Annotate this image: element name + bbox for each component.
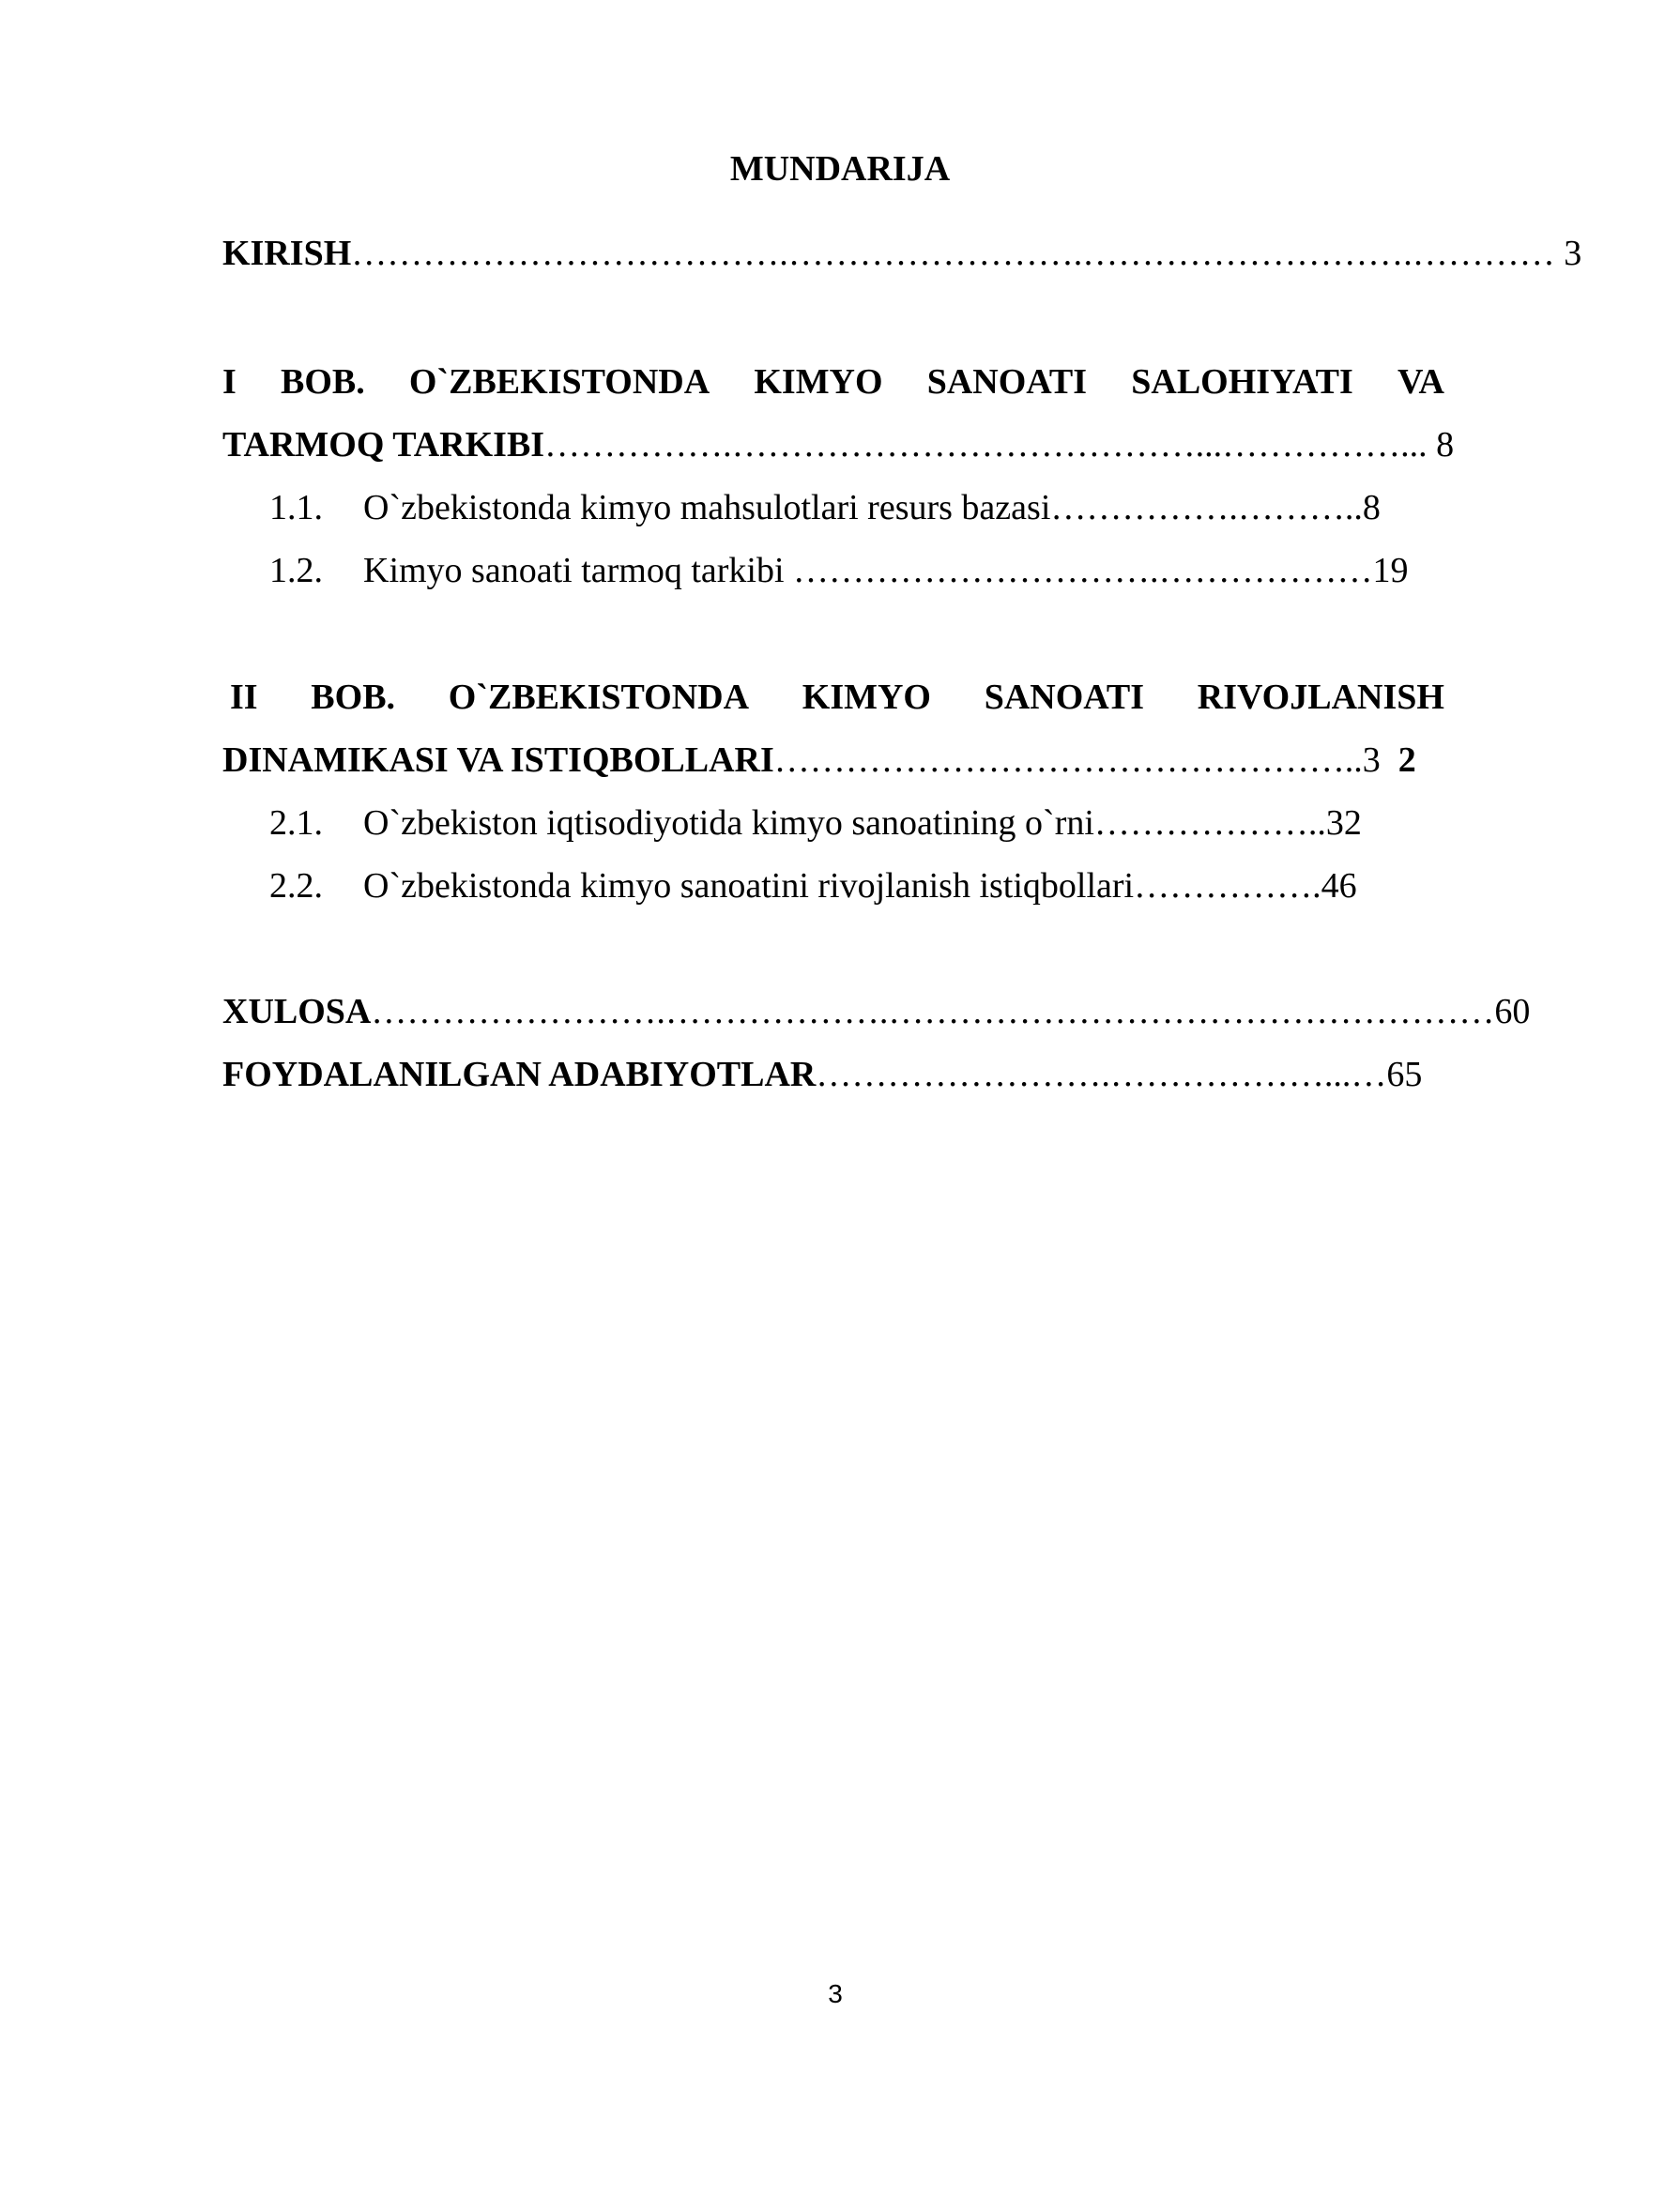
section-title: O`zbekistonda kimyo sanoatini rivojlanish istiqbollari	[363, 866, 1135, 906]
section-number: 2.1.	[269, 803, 323, 843]
footer-page-number: 3	[828, 1979, 843, 2008]
dot-leader: …………….………..	[1050, 488, 1363, 527]
toc-page-number: 3	[1362, 740, 1381, 780]
dot-leader: ……………………………….…………………….……………………….…………	[351, 234, 1565, 273]
toc-section-2-1[interactable]	[269, 800, 1362, 846]
heading-word: BOB.	[280, 362, 365, 402]
heading-word: VA	[1397, 362, 1444, 402]
toc-page-number: 8	[1362, 488, 1381, 527]
toc-page-number: 32	[1325, 803, 1362, 843]
toc-section-1-1[interactable]	[269, 484, 1381, 531]
section-title: O`zbekiston iqtisodiyotida kimyo sanoatining o`rni	[363, 803, 1094, 843]
toc-page-number-suffix: 2	[1397, 740, 1416, 780]
toc-page-number: 46	[1321, 866, 1357, 906]
toc-page-number: 60	[1494, 992, 1531, 1031]
dot-leader: …………………….……………….……………………………………………	[371, 992, 1495, 1031]
heading-word: RIVOJLANISH	[1197, 678, 1444, 717]
heading-word: SALOHIYATI	[1131, 362, 1353, 402]
section-number: 2.2.	[269, 866, 323, 906]
dot-leader: ………………..	[1093, 803, 1326, 843]
dot-leader: ………………………….………………	[793, 551, 1373, 590]
toc-entry-label: FOYDALANILGAN ADABIYOTLAR	[222, 1055, 817, 1094]
section-title: Kimyo sanoati tarmoq tarkibi	[363, 551, 794, 590]
toc-page-number: 19	[1372, 551, 1409, 590]
toc-entry-label: DINAMIKASI VA ISTIQBOLLARI	[222, 740, 774, 780]
dot-leader: …………………….………………...…	[816, 1055, 1387, 1094]
heading-word: SANOATI	[984, 678, 1145, 717]
toc-chapter-2-heading-continued[interactable]	[222, 737, 1416, 784]
heading-word: SANOATI	[926, 362, 1088, 402]
toc-entry-label: TARMOQ TARKIBI	[222, 425, 545, 465]
toc-page-number: 8	[1436, 425, 1455, 465]
dot-leader: …………….	[1134, 866, 1321, 906]
section-number: 1.2.	[269, 551, 323, 590]
dot-leader: …………….…………………………………...……………...	[544, 425, 1437, 465]
toc-entry-adabiyotlar[interactable]	[222, 1051, 1422, 1098]
heading-word: II	[230, 678, 258, 717]
section-title: O`zbekistonda kimyo mahsulotlari resurs bazasi	[363, 488, 1051, 527]
toc-chapter-2-heading[interactable]	[230, 674, 1444, 721]
toc-entry-label: XULOSA	[222, 992, 372, 1031]
toc-page-number: 3	[1564, 234, 1582, 273]
heading-word: I	[222, 362, 237, 402]
toc-entry-xulosa[interactable]	[222, 988, 1530, 1035]
toc-section-2-2[interactable]	[269, 862, 1357, 909]
heading-word: O`ZBEKISTONDA	[448, 678, 750, 717]
toc-entry-kirish[interactable]	[222, 230, 1581, 277]
heading-word: O`ZBEKISTONDA	[408, 362, 710, 402]
heading-word: BOB.	[311, 678, 396, 717]
toc-entry-label: KIRISH	[222, 234, 352, 273]
dot-leader: …………………………………………..	[773, 740, 1363, 780]
section-number: 1.1.	[269, 488, 323, 527]
heading-word: KIMYO	[754, 362, 883, 402]
toc-page-number: 65	[1386, 1055, 1423, 1094]
heading-word: KIMYO	[802, 678, 931, 717]
page-title: MUNDARIJA	[729, 149, 951, 189]
toc-section-1-2[interactable]	[269, 547, 1409, 594]
toc-chapter-1-heading[interactable]	[222, 358, 1444, 405]
toc-chapter-1-heading-continued[interactable]	[222, 421, 1454, 468]
